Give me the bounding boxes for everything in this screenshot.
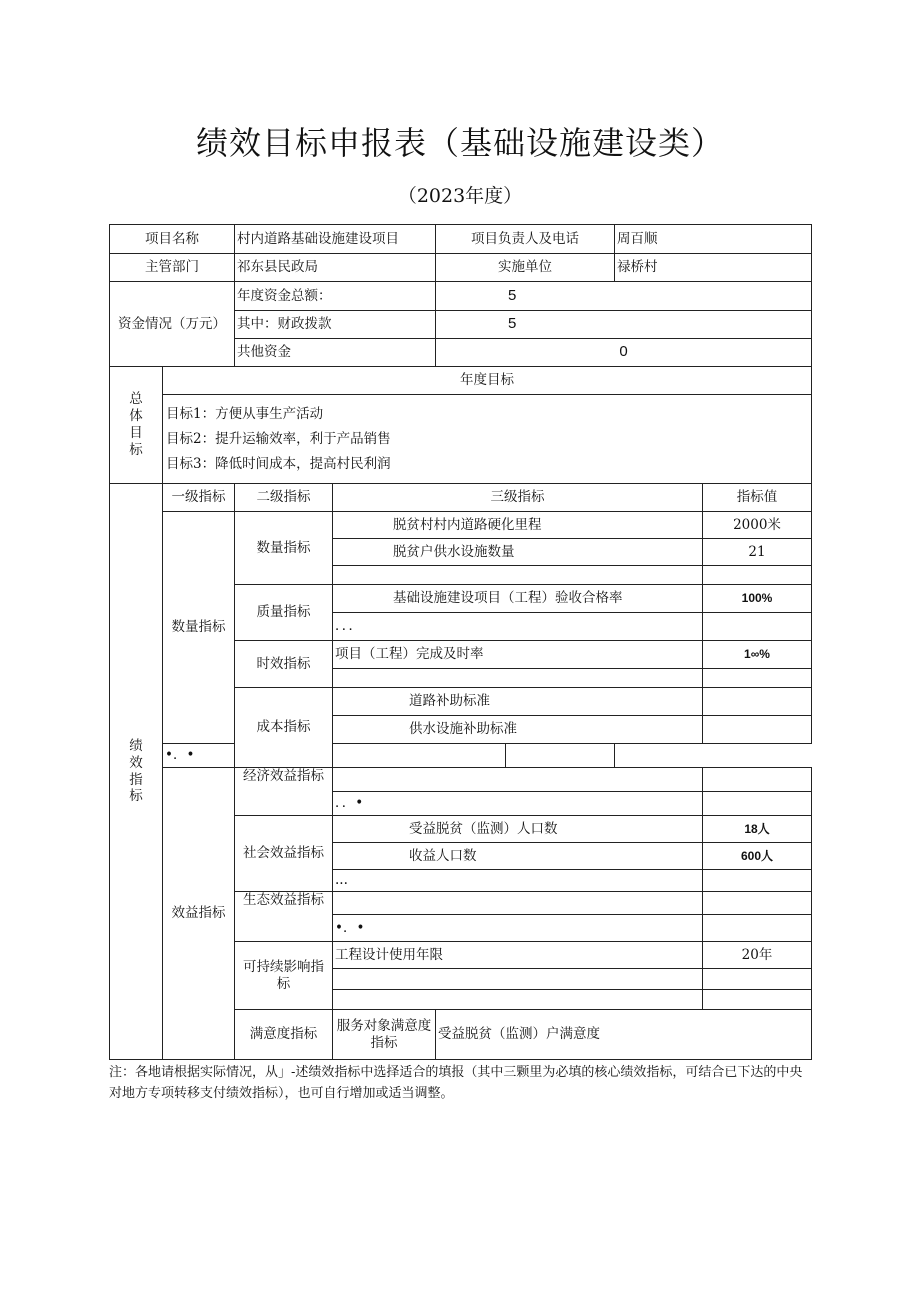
indicator-value: 21 bbox=[703, 539, 812, 566]
empty-cell bbox=[703, 716, 812, 744]
indicator-value: 1∞% bbox=[703, 641, 812, 669]
impl-unit-label: 实施单位 bbox=[436, 254, 615, 282]
empty-cell bbox=[703, 892, 812, 915]
indicator-name: 收益人口数 bbox=[333, 843, 703, 870]
col-header-value: 指标值 bbox=[703, 484, 812, 512]
empty-cell bbox=[703, 768, 812, 792]
goal-item: 目标3：降低时间成本，提高村民利润 bbox=[166, 455, 391, 472]
col-header-level1: 一级指标 bbox=[163, 484, 235, 512]
empty-cell bbox=[703, 688, 812, 716]
level1-benefit: 效益指标 bbox=[163, 768, 235, 1060]
empty-cell bbox=[703, 870, 812, 892]
indicator-name: 脱贫户供水设施数量 bbox=[333, 539, 703, 566]
leader-label: 项目负责人及电话 bbox=[436, 225, 615, 254]
level2-cost: 成本指标 bbox=[235, 688, 333, 768]
empty-cell bbox=[333, 669, 703, 688]
empty-cell bbox=[703, 669, 812, 688]
indicator-name: 供水设施补助标准 bbox=[333, 716, 703, 744]
empty-cell bbox=[703, 915, 812, 942]
indicator-value: 2000米 bbox=[703, 512, 812, 539]
col-header-level2: 二级指标 bbox=[235, 484, 333, 512]
level2-economic: 经济效益指标 bbox=[235, 768, 333, 816]
indicators-label: 绩效指标 bbox=[110, 484, 163, 1060]
dept-value: 祁东县民政局 bbox=[235, 254, 436, 282]
project-name-value: 村内道路基础设施建设项目 bbox=[235, 225, 436, 254]
level2-social: 社会效益指标 bbox=[235, 816, 333, 892]
level2-service: 服务对象满意度指标 bbox=[333, 1010, 436, 1060]
indicator-name: 基础设施建设项目（工程）验收合格率 bbox=[333, 585, 703, 613]
indicator-value: 20年 bbox=[703, 942, 812, 969]
indicator-name: 脱贫村村内道路硬化里程 bbox=[333, 512, 703, 539]
empty-cell bbox=[333, 969, 703, 990]
empty-cell bbox=[703, 566, 812, 585]
indicator-value: 100% bbox=[703, 585, 812, 613]
empty-cell bbox=[333, 892, 703, 915]
goal-item: 目标2：提升运输效率，利于产品销售 bbox=[166, 430, 391, 447]
page-title: 绩效目标申报表（基础设施建设类） bbox=[195, 124, 724, 162]
indicator-value: 600人 bbox=[703, 843, 812, 870]
indicator-name: 工程设计使用年限 bbox=[333, 942, 703, 969]
level2-ecological: 生态效益指标 bbox=[235, 892, 333, 942]
funds-fiscal-value: 5 bbox=[436, 311, 812, 339]
overall-goals-label: 总体目标 bbox=[110, 367, 163, 484]
empty-cell bbox=[703, 990, 812, 1010]
level2-quantity: 数量指标 bbox=[235, 512, 333, 585]
empty-cell bbox=[333, 990, 703, 1010]
level2-timeliness: 时效指标 bbox=[235, 641, 333, 688]
annual-goals-list bbox=[163, 395, 812, 484]
funds-total-label: 年度资金总额： bbox=[235, 282, 436, 311]
goal-item: 目标1：方便从事生产活动 bbox=[166, 405, 324, 422]
level1-output: 数量指标 bbox=[163, 512, 235, 744]
empty-cell bbox=[333, 566, 703, 585]
indicator-name: ．．． bbox=[333, 613, 703, 641]
page-subtitle: （2023年度） bbox=[397, 185, 523, 207]
indicator-value: 18人 bbox=[703, 816, 812, 843]
funds-total-value: 5 bbox=[436, 282, 812, 311]
empty-cell bbox=[703, 969, 812, 990]
col-header-level3: 三级指标 bbox=[333, 484, 703, 512]
empty-cell bbox=[506, 744, 615, 768]
indicator-name: •．• bbox=[333, 915, 703, 942]
annual-goals-header: 年度目标 bbox=[163, 367, 812, 395]
funds-other-value: 0 bbox=[436, 339, 812, 367]
footnote: 注：各地请根据实际情况，从」-述绩效指标中选择适合的填报（其中三颗里为必填的核心绩效指标，可结合已下达的中央对地方专项转移支付绩效指标），也可自行增加或适当调整。 bbox=[109, 1065, 803, 1101]
level2-quality: 质量指标 bbox=[235, 585, 333, 641]
performance-goal-form bbox=[109, 224, 812, 1060]
empty-cell bbox=[333, 768, 703, 792]
funds-other-label: 共他资金 bbox=[235, 339, 436, 367]
funds-fiscal-label: 其中：财政拨款 bbox=[235, 311, 436, 339]
indicator-name: •．• bbox=[163, 744, 506, 768]
indicator-name: 道路补助标准 bbox=[333, 688, 703, 716]
indicator-name: 项目（工程）完成及时率 bbox=[333, 641, 703, 669]
impl-unit-value: 禄桥村 bbox=[615, 254, 812, 282]
funds-label: 资金情况（万元） bbox=[110, 282, 235, 367]
level2-sustainable: 可持续影响指标 bbox=[235, 942, 333, 1010]
indicator-name: ．．• bbox=[333, 792, 703, 816]
dept-label: 主管部门 bbox=[110, 254, 235, 282]
project-name-label: 项目名称 bbox=[110, 225, 235, 254]
indicator-name: 受益脱贫（监测）人口数 bbox=[333, 816, 703, 843]
indicator-name: 受益脱贫（监测）户满意度 bbox=[436, 1010, 812, 1060]
indicator-name: ... bbox=[333, 870, 703, 892]
empty-cell bbox=[703, 792, 812, 816]
level1-satisfaction: 满意度指标 bbox=[235, 1010, 333, 1060]
leader-value: 周百顺 bbox=[615, 225, 812, 254]
empty-cell bbox=[703, 613, 812, 641]
